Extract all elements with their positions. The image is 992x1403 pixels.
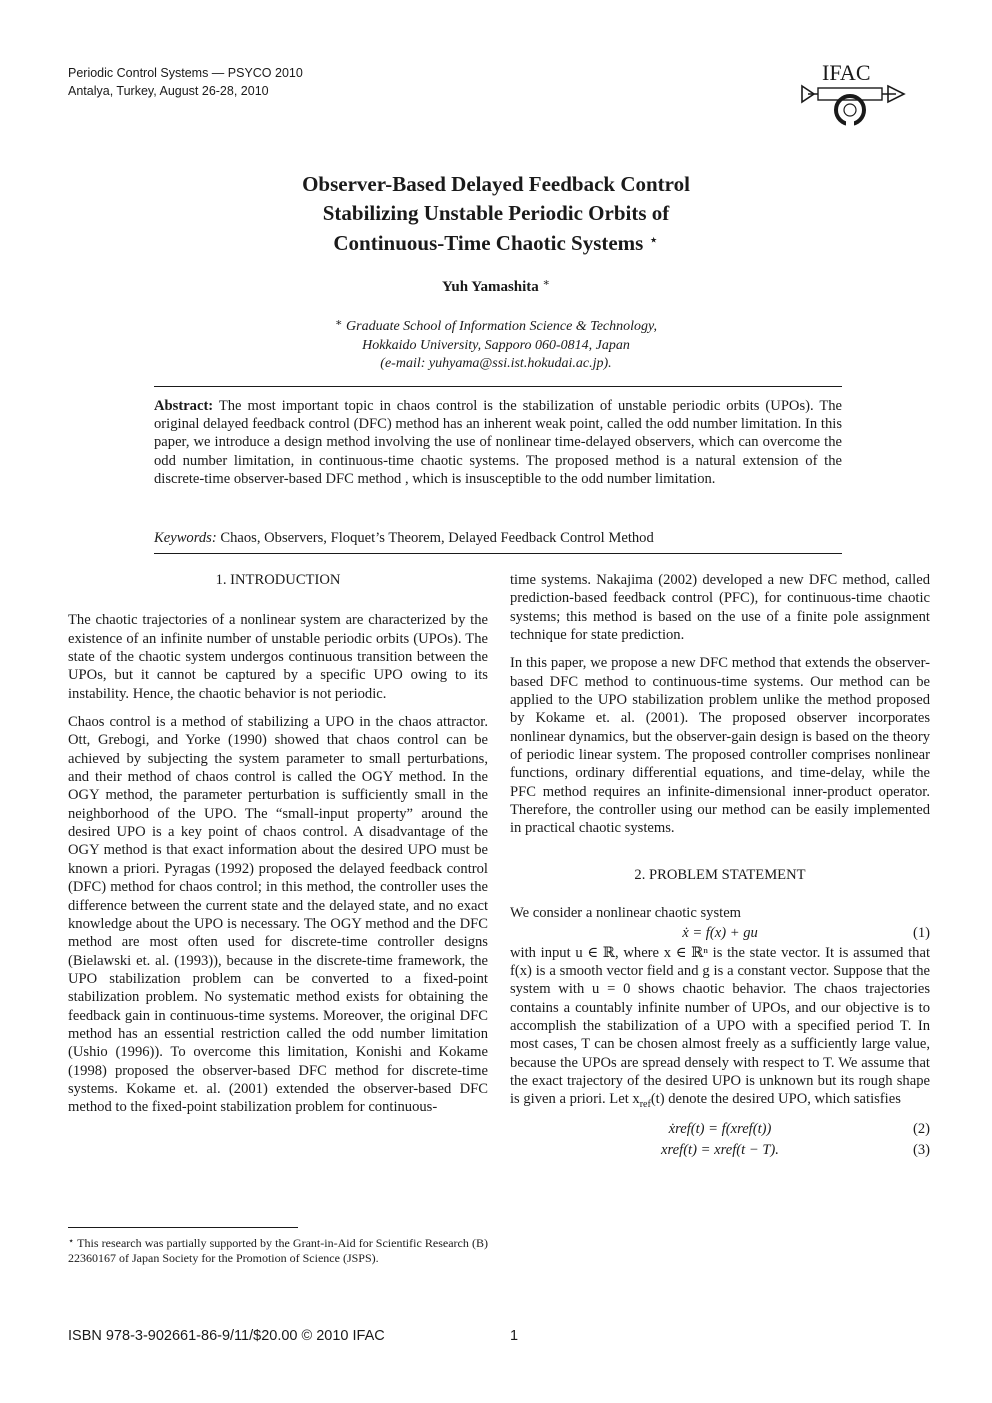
equation-body: ẋref(t) = f(xref(t)) [668,1120,772,1137]
conference-info [68,64,303,100]
equation-2 [510,1119,930,1140]
keywords [154,529,842,547]
paper-title [96,170,896,258]
conference-name: Periodic Control Systems — PSYCO 2010 [68,66,303,80]
right-column [510,571,930,1161]
footnote-text: This research was partially supported by the Grant-in-Aid for Scientific Research (B) 22360167 of Japan Society for the Promotion of Science (JSPS). [68,1236,488,1266]
affiliation-mark: ∗ [335,317,343,329]
equation-number: (2) [912,1120,930,1137]
logo-text: IFAC [822,60,871,85]
footnote [68,1234,488,1267]
paragraph-text: with input u ∈ ℝ, where x ∈ ℝⁿ is the state vector. It is assumed that f(x) is a smooth vector field and g is a constant vector. Suppose that the system with u = 0 shows chaotic behavior. The chaos trajectories contains a countably infinite number of UPOs, and our objective is to accomplish the stabilization of a UPO with a specified period T. In most cases, T can be chosen almost freely as a sufficiently large value, because the UPOs are spread densely with respect to T. We assume that the exact trajectory of the desired UPO is unknown but its rough shape is given a priori. Let x [510,944,930,1108]
equation-number: (3) [912,1141,930,1158]
equation-body: ẋ = f(x) + gu [682,924,758,941]
equation-body: xref(t) = xref(t − T). [661,1141,779,1158]
section-heading: 1. INTRODUCTION [215,572,341,588]
isbn-line: ISBN 978-3-902661-86-9/11/$20.00 © 2010 IFAC [68,1328,385,1344]
equation-number: (1) [912,924,930,941]
left-column [68,571,488,1117]
divider [154,386,842,387]
paragraph: time systems. Nakajima (2002) developed a new DFC method, called prediction-based feedback control (PFC), for continuous-time chaotic systems; this method is based on the use of a finite pole assignment technique for state prediction. [510,572,930,644]
title-text: Continuous-Time Chaotic Systems [333,231,644,255]
author-name: Yuh Yamashita [441,279,539,295]
equation-1 [510,923,930,944]
ifac-logo [800,58,910,130]
paragraph-text: (t) denote the desired UPO, which satisfies [650,1091,901,1108]
conference-location: Antalya, Turkey, August 26-28, 2010 [68,84,269,98]
author-mark: ∗ [542,277,551,289]
affiliation-line [96,314,896,337]
affiliation-text: Graduate School of Information Science & Technology, [346,319,657,334]
paragraph: We consider a nonlinear chaotic system [510,905,742,922]
title-line: Stabilizing Unstable Periodic Orbits of [322,200,670,225]
affiliation-line: Hokkaido University, Sapporo 060-0814, Japan [362,337,630,353]
abstract [154,397,842,488]
paragraph: The chaotic trajectories of a nonlinear system are characterized by the existence of an infinite number of unstable periodic orbits (UPOs). The state of the chaotic system undergos continuous transition between the UPOs, but it cannot be captured by a specific UPO owing to its instability. Hence, the chaotic behavior is not periodic. [68,612,488,702]
abstract-label: Abstract: [154,398,214,414]
title-line [96,227,896,258]
equation-3 [510,1140,930,1161]
divider [154,553,842,554]
paragraph: In this paper, we propose a new DFC method that extends the observer-based DFC method to continuous-time systems. Our method can be applied to the UPO stabilization problem unlike the method proposed by Kokame et. al. (2001). The proposed observer incorporates nonlinear dynamics, but the observer-gain design is based on the theory of periodic linear system. The proposed controller comprises nonlinear functions, ordinary differential equations, and time-delay, while the PFC method requires an infinite-dimensional inner-product operator. Therefore, the controller using our method can be easily implemented in practical chaotic systems. [510,655,930,837]
footnote-mark: ⋆ [68,1236,75,1247]
author [96,276,896,296]
keywords-label: Keywords: [154,530,217,546]
affiliation [96,314,896,374]
title-star: ⋆ [648,232,659,249]
ifac-logo-icon [800,58,910,130]
page-number: 1 [510,1328,519,1344]
abstract-text: The most important topic in chaos control is the stabilization of unstable periodic orbits (UPOs). The original delayed feedback control (DFC) method has an inherent weak point, called the odd number limitation. In this paper, we introduce a design method involving the use of nonlinear time-delayed observers, which can overcome the odd number limitation, in continuous-time chaotic systems. The proposed method is a natural extension of the discrete-time observer-based DFC method , which is insusceptible to the odd number limitation. [154,398,843,487]
title-line: Observer-Based Delayed Feedback Control [302,172,690,196]
footnote-divider [68,1227,298,1228]
paragraph [510,944,930,1115]
affiliation-email: (e-mail: yuhyama@ssi.ist.hokudai.ac.jp). [380,356,612,371]
paragraph: Chaos control is a method of stabilizing a UPO in the chaos attractor. Ott, Grebogi, and Yorke (1990) showed that chaos control can be achieved by subjecting the system parameter to small perturbations, and their method of chaos control is called the OGY method. In the OGY method, the parameter perturbation is sufficiently small in the neighborhood of the UPO. The “small-input property” around the desired UPO is a key point of chaos control. A disadvantage of the OGY method is that exact information about the desired UPO must be known a priori. Pyragas (1992) proposed the delayed feedback control (DFC) method for chaos control; in this method, the controller uses the difference between the current state and the delayed state, and no exact knowledge about the UPO is necessary. The OGY method and the DFC method are most often used for discrete-time controller designs (Bielawski et. al. (1993)), because in the discrete-time framework, the UPO stabilization problem can be converted to a fixed-point stabilization problem. No systematic method exists for obtaining the feedback gain in continuous-time systems. Moreover, the original DFC method has an essential restriction called the odd number limitation (Ushio (1996)). To overcome this limitation, Konishi and Kokame (1998) proposed the observer-based DFC method for discrete-time systems. Kokame et. al. (2001) extended the observer-based DFC method to the fixed-point stabilization problem for continuous- [68,714,488,1116]
section-heading: 2. PROBLEM STATEMENT [634,866,806,883]
keywords-text: Chaos, Observers, Floquet’s Theorem, Delayed Feedback Control Method [220,530,654,546]
subscript: ref [639,1099,651,1111]
